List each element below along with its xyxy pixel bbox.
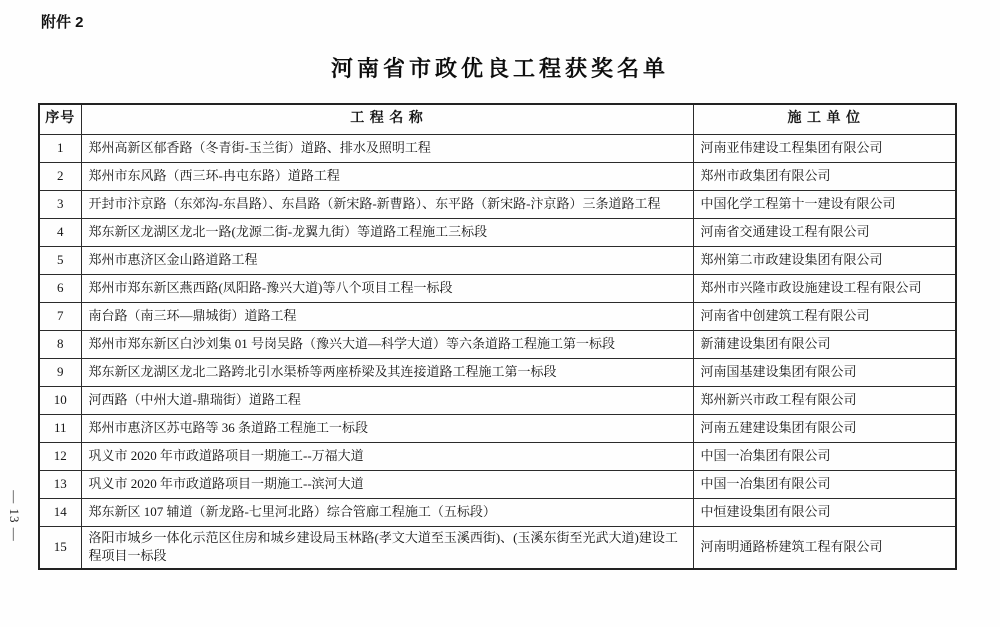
row-project-name: 郑东新区龙湖区龙北二路跨北引水渠桥等两座桥梁及其连接道路工程施工第一标段: [81, 358, 693, 386]
row-serial-number: 7: [39, 302, 81, 330]
row-project-name: 郑州市郑东新区燕西路(凤阳路-豫兴大道)等八个项目工程一标段: [81, 274, 693, 302]
row-serial-number: 11: [39, 414, 81, 442]
row-project-name: 洛阳市城乡一体化示范区住房和城乡建设局玉林路(孝文大道至玉溪西街)、(玉溪东街至光武大道)建设工程项目一标段: [81, 526, 693, 569]
row-serial-number: 8: [39, 330, 81, 358]
header-serial-number: 序号: [39, 104, 81, 134]
table-row: [39, 162, 956, 190]
row-project-name: 郑州高新区郁香路（冬青街-玉兰街）道路、排水及照明工程: [81, 134, 693, 162]
row-serial-number: 1: [39, 134, 81, 162]
row-serial-number: 9: [39, 358, 81, 386]
table-row: [39, 414, 956, 442]
attachment-label: 附件 2: [41, 14, 84, 31]
row-serial-number: 5: [39, 246, 81, 274]
row-construction-unit: 河南五建建设集团有限公司: [693, 414, 956, 442]
row-construction-unit: 郑州市兴隆市政设施建设工程有限公司: [693, 274, 956, 302]
row-construction-unit: 郑州新兴市政工程有限公司: [693, 386, 956, 414]
header-construction-unit: 施 工 单 位: [693, 104, 956, 134]
table-row: [39, 470, 956, 498]
row-construction-unit: 河南省交通建设工程有限公司: [693, 218, 956, 246]
row-serial-number: 13: [39, 470, 81, 498]
row-project-name: 开封市汴京路（东郊沟-东昌路）、东昌路（新宋路-新曹路）、东平路（新宋路-汴京路）三条道路工程: [81, 190, 693, 218]
row-project-name: 郑州市郑东新区白沙刘集 01 号岗吴路（豫兴大道—科学大道）等六条道路工程施工第一标段: [81, 330, 693, 358]
row-serial-number: 15: [39, 526, 81, 569]
table-row: [39, 302, 956, 330]
header-project-name: 工 程 名 称: [81, 104, 693, 134]
row-project-name: 郑东新区 107 辅道（新龙路-七里河北路）综合管廊工程施工（五标段）: [81, 498, 693, 526]
row-construction-unit: 河南明通路桥建筑工程有限公司: [693, 526, 956, 569]
row-serial-number: 14: [39, 498, 81, 526]
table-row: [39, 246, 956, 274]
row-serial-number: 10: [39, 386, 81, 414]
row-construction-unit: 新蒲建设集团有限公司: [693, 330, 956, 358]
table-row: [39, 526, 956, 569]
row-project-name: 郑州市惠济区金山路道路工程: [81, 246, 693, 274]
table-body: [39, 134, 956, 569]
row-project-name: 郑州市惠济区苏屯路等 36 条道路工程施工一标段: [81, 414, 693, 442]
row-construction-unit: 中国化学工程第十一建设有限公司: [693, 190, 956, 218]
row-serial-number: 4: [39, 218, 81, 246]
table-row: [39, 498, 956, 526]
page-title: 河南省市政优良工程获奖名单: [330, 56, 669, 81]
table-row: [39, 386, 956, 414]
row-serial-number: 3: [39, 190, 81, 218]
row-construction-unit: 郑州市政集团有限公司: [693, 162, 956, 190]
row-serial-number: 12: [39, 442, 81, 470]
table-row: [39, 134, 956, 162]
table-row: [39, 190, 956, 218]
row-project-name: 南台路（南三环—鼎城街）道路工程: [81, 302, 693, 330]
table-row: [39, 442, 956, 470]
row-serial-number: 6: [39, 274, 81, 302]
table-row: [39, 358, 956, 386]
row-project-name: 河西路（中州大道-鼎瑞街）道路工程: [81, 386, 693, 414]
table-row: [39, 330, 956, 358]
row-construction-unit: 中恒建设集团有限公司: [693, 498, 956, 526]
table-row: [39, 218, 956, 246]
row-construction-unit: 河南省中创建筑工程有限公司: [693, 302, 956, 330]
row-project-name: 郑州市东风路（西三环-冉屯东路）道路工程: [81, 162, 693, 190]
row-construction-unit: 中国一冶集团有限公司: [693, 442, 956, 470]
page-number: — 13 —: [7, 490, 22, 542]
table-header-row: [39, 104, 956, 134]
row-serial-number: 2: [39, 162, 81, 190]
table-row: [39, 274, 956, 302]
row-project-name: 巩义市 2020 年市政道路项目一期施工--万福大道: [81, 442, 693, 470]
awards-table: [38, 103, 957, 570]
row-construction-unit: 河南亚伟建设工程集团有限公司: [693, 134, 956, 162]
row-construction-unit: 郑州第二市政建设集团有限公司: [693, 246, 956, 274]
row-project-name: 郑东新区龙湖区龙北一路(龙源二街-龙翼九街）等道路工程施工三标段: [81, 218, 693, 246]
row-project-name: 巩义市 2020 年市政道路项目一期施工--滨河大道: [81, 470, 693, 498]
row-construction-unit: 中国一冶集团有限公司: [693, 470, 956, 498]
row-construction-unit: 河南国基建设集团有限公司: [693, 358, 956, 386]
